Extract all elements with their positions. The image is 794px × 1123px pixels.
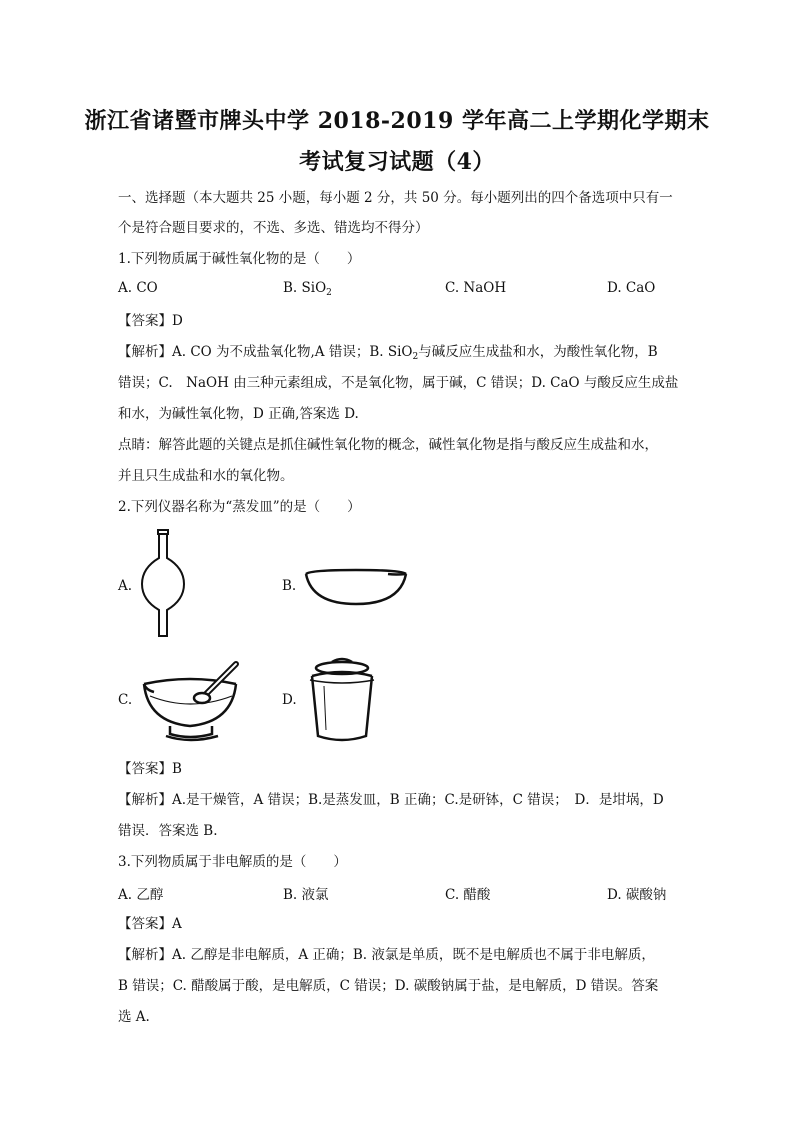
- q3-options: [118, 883, 683, 903]
- drying-tube-figure: [136, 528, 196, 640]
- q2-explanation-line1: 【解析】A.是干燥管，A 错误；B.是蒸发皿，B 正确；C.是研钵，C 错误； D．是坩埚，D: [118, 792, 664, 808]
- q1-answer: 【答案】D: [118, 313, 183, 329]
- q3-explanation-line2: B 错误；C. 醋酸属于酸，是电解质，C 错误；D. 碳酸钠属于盐，是电解质，D 错误。答案: [118, 978, 659, 994]
- q2-label-a: A.: [118, 578, 133, 594]
- evaporating-dish-figure: [302, 564, 412, 608]
- section-instructions-line2: 个是符合题目要求的，不选、多选、错选均不得分）: [118, 220, 429, 236]
- q1-explanation-text-b: 与碱反应生成盐和水，为酸性氧化物，B: [418, 344, 658, 360]
- document-title-line1: 浙江省诸暨市牌头中学 2018-2019 学年高二上学期化学期末: [84, 108, 710, 134]
- section-instructions-line1: 一、选择题（本大题共 25 小题，每小题 2 分，共 50 分。每小题列出的四个备选项中只有一: [118, 190, 673, 206]
- q2-label-b: B.: [282, 578, 297, 594]
- q1-explanation-line1: [118, 342, 683, 362]
- q1-option-b-subscript: 2: [326, 288, 332, 298]
- drying-tube-icon: [142, 530, 184, 636]
- q1-explanation-subscript: 2: [412, 352, 419, 362]
- q1-tip-line2: 并且只生成盐和水的氧化物。: [118, 468, 294, 484]
- crucible-figure: [304, 654, 382, 744]
- q2-answer: 【答案】B: [118, 761, 182, 777]
- q3-option-b: B. 液氯: [283, 887, 329, 903]
- crucible-icon: [310, 659, 374, 740]
- q1-explanation-line3: 和水，为碱性氧化物，D 正确,答案选 D.: [118, 406, 359, 422]
- q3-explanation-line3: 选 A.: [118, 1009, 150, 1025]
- q3-option-c: C. 醋酸: [445, 887, 491, 903]
- q1-explanation-line2: 错误；C. NaOH 由三种元素组成，不是氧化物，属于碱，C 错误；D. CaO 与酸反应生成盐: [118, 375, 679, 391]
- evaporating-dish-icon: [306, 570, 406, 604]
- q1-explanation-text-a: 【解析】A. CO 为不成盐氧化物,A 错误；B. SiO: [118, 344, 413, 360]
- q3-answer: 【答案】A: [118, 916, 182, 932]
- q3-option-d: D. 碳酸钠: [607, 887, 667, 903]
- q1-stem: 1.下列物质属于碱性氧化物的是（ ）: [118, 251, 361, 267]
- q2-stem: 2.下列仪器名称为“蒸发皿”的是（ ）: [118, 499, 361, 515]
- q1-options: [118, 280, 683, 300]
- mortar-pestle-figure: [140, 656, 250, 744]
- q2-explanation-line2: 错误．答案选 B.: [118, 823, 218, 839]
- q1-option-a: A. CO: [118, 280, 158, 296]
- q1-option-d: D. CaO: [607, 280, 656, 296]
- q1-option-b: [283, 280, 332, 296]
- q1-option-c: C. NaOH: [445, 280, 507, 296]
- document-title-line2: 考试复习试题（4）: [299, 149, 495, 175]
- q2-label-d: D.: [282, 692, 297, 708]
- q1-option-b-text: B. SiO: [283, 280, 327, 296]
- q3-explanation-line1: 【解析】A. 乙醇是非电解质，A 正确；B. 液氯是单质，既不是电解质也不属于非电解质，: [118, 947, 655, 963]
- q3-option-a: A. 乙醇: [118, 887, 164, 903]
- mortar-pestle-icon: [144, 664, 236, 740]
- q1-tip-line1: 点睛：解答此题的关键点是抓住碱性氧化物的概念，碱性氧化物是指与酸反应生成盐和水，: [118, 437, 658, 453]
- q2-label-c: C.: [118, 692, 133, 708]
- q3-stem: 3.下列物质属于非电解质的是（ ）: [118, 854, 347, 870]
